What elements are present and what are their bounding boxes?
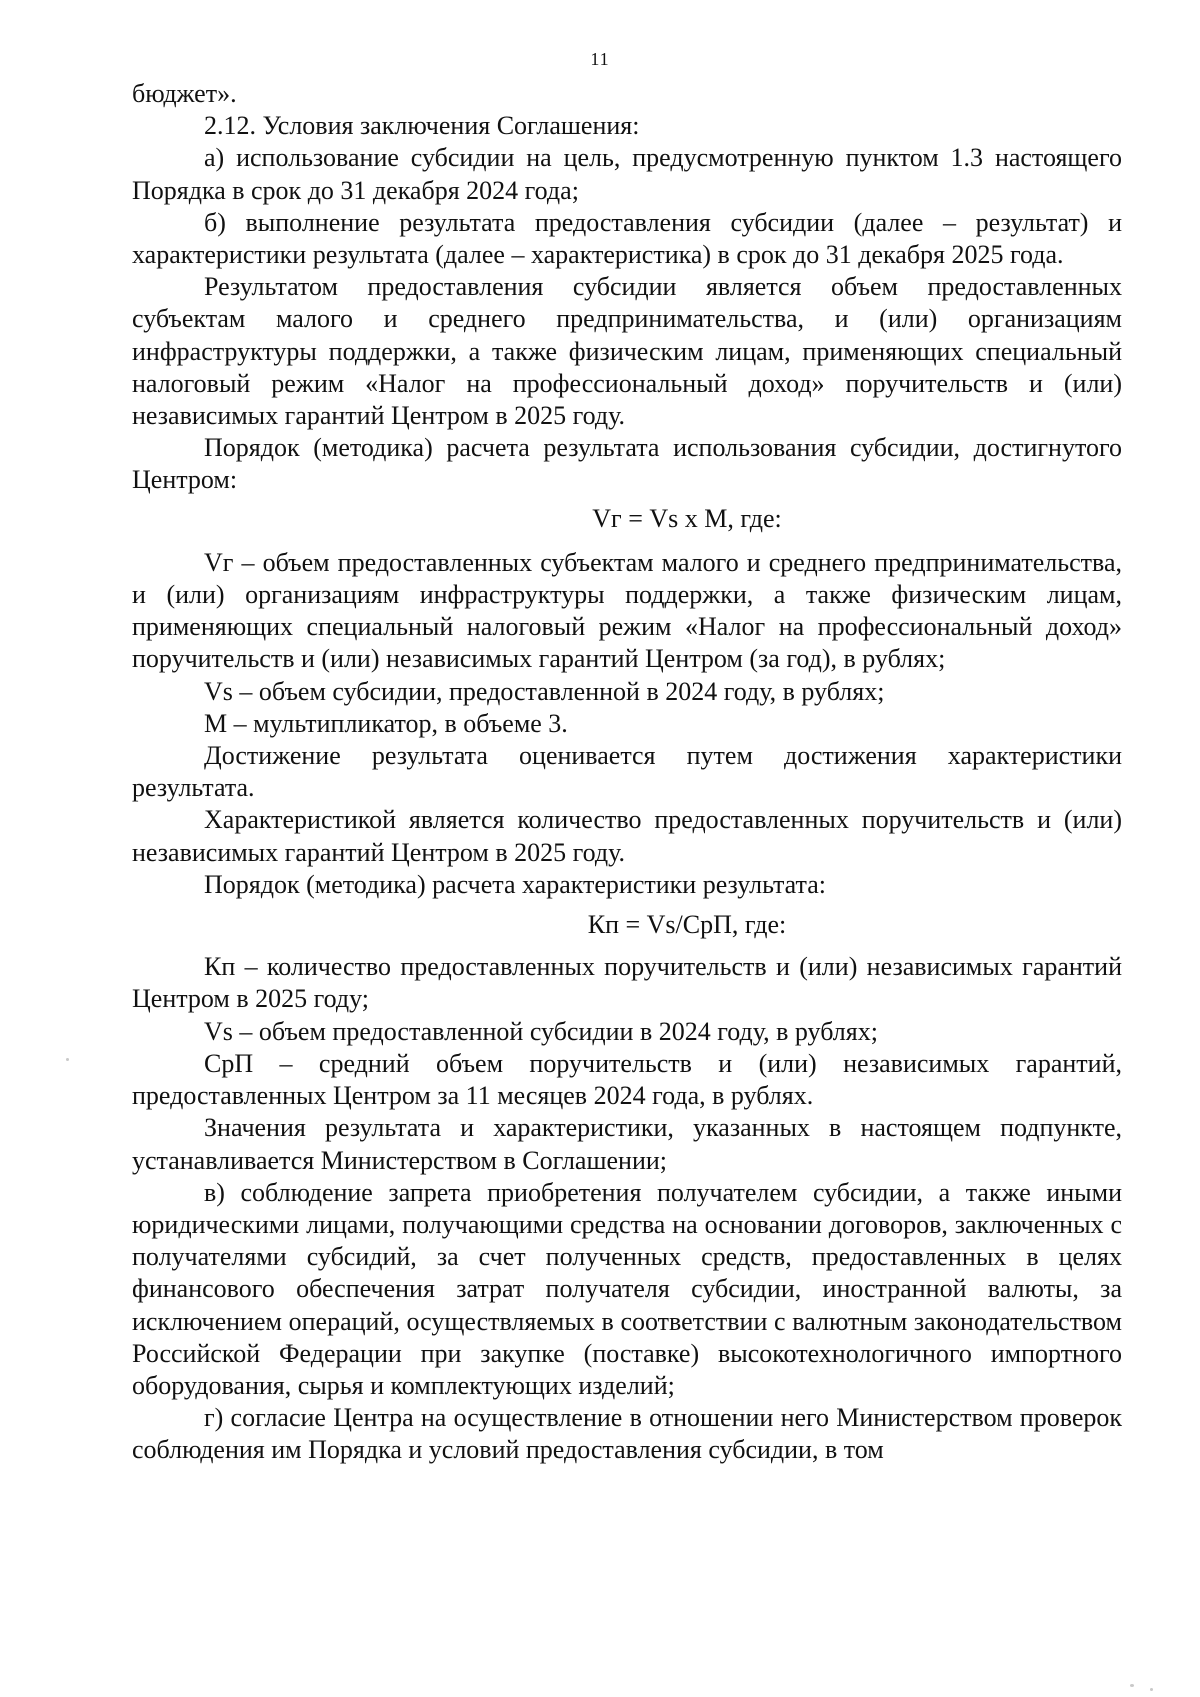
paragraph-vs-definition-2: Vs – объем предоставленной субсидии в 2024 году, в рублях; bbox=[204, 1016, 878, 1046]
paragraph-result-method: Порядок (методика) расчета результата использования субсидии, достигнутого Центром: bbox=[132, 433, 1122, 495]
paragraph-characteristic-method: Порядок (методика) расчета характеристики результата: bbox=[204, 869, 826, 899]
paragraph-vs-definition: Vs – объем субсидии, предоставленной в 2024 году, в рублях; bbox=[204, 676, 885, 706]
page-number: 11 bbox=[590, 49, 610, 69]
scan-speck bbox=[1150, 1688, 1153, 1691]
document-body bbox=[132, 78, 1122, 1467]
scan-speck bbox=[1130, 1684, 1134, 1687]
section-heading-2-12: 2.12. Условия заключения Соглашения: bbox=[204, 111, 640, 141]
paragraph-item-g: г) согласие Центра на осуществление в отношении него Министерством проверок соблюдения им Порядка и условий предоставления субсидии, в том bbox=[132, 1403, 1122, 1465]
paragraph-m-definition: М – мультипликатор, в объеме 3. bbox=[204, 708, 568, 738]
paragraph-srp-definition: СрП – средний объем поручительств и (или) независимых гарантий, предоставленных Центром за 11 месяцев 2024 года, в рублях. bbox=[132, 1048, 1122, 1111]
paragraph-vg-definition: Vг – объем предоставленных субъектам малого и среднего предпринимательства, и (или) организациям инфраструктуры поддержки, а также физическим лицам, применяющих специальный налоговый режим «Налог на профессиональный доход» поручительств и (или) независимых гарантий Центром (за год), в рублях; bbox=[132, 547, 1122, 674]
paragraph-item-a: а) использование субсидии на цель, предусмотренную пунктом 1.3 настоящего Порядка в срок до 31 декабря 2024 года; bbox=[132, 143, 1122, 205]
paragraph-result-assessment: Достижение результата оценивается путем достижения характеристики результата. bbox=[132, 741, 1122, 803]
paragraph-item-b: б) выполнение результата предоставления субсидии (далее – результат) и характеристики результата (далее – характеристика) в срок до 31 декабря 2025 года. bbox=[132, 207, 1122, 270]
paragraph-characteristic-definition: Характеристикой является количество предоставленных поручительств и (или) независимых гарантий Центром в 2025 году. bbox=[132, 805, 1122, 867]
paragraph-values-established: Значения результата и характеристики, указанных в настоящем подпункте, устанавливается Министерством в Соглашении; bbox=[132, 1113, 1122, 1175]
scan-speck bbox=[66, 1058, 69, 1061]
paragraph-kp-definition: Кп – количество предоставленных поручительств и (или) независимых гарантий Центром в 2025 году; bbox=[132, 952, 1122, 1014]
formula-characteristic: Кп = Vs/СрП, где: bbox=[587, 910, 787, 940]
paragraph-result-definition: Результатом предоставления субсидии является объем предоставленных субъектам малого и среднего предпринимательства, и (или) организациям инфраструктуры поддержки, а также физическим лицам, применяющих специальный налоговый режим «Налог на профессиональный доход» поручительств и (или) независимых гарантий Центром в 2025 году. bbox=[132, 272, 1122, 431]
formula-result: Vг = Vs х М, где: bbox=[592, 503, 782, 533]
paragraph-item-v: в) соблюдение запрета приобретения получателем субсидии, а также иными юридическими лицами, получающими средства на основании договоров, заключенных с получателями субсидий, за счет полученных средств, предоставленных в целях финансового обеспечения затрат получателя субсидии, иностранной валюты, за исключением операций, осуществляемых в соответствии с валютным законодательством Российской Федерации при закупке (поставке) высокотехнологичного импортного оборудования, сырья и комплектующих изделий; bbox=[132, 1177, 1122, 1400]
paragraph-budget-end: бюджет». bbox=[132, 79, 237, 108]
